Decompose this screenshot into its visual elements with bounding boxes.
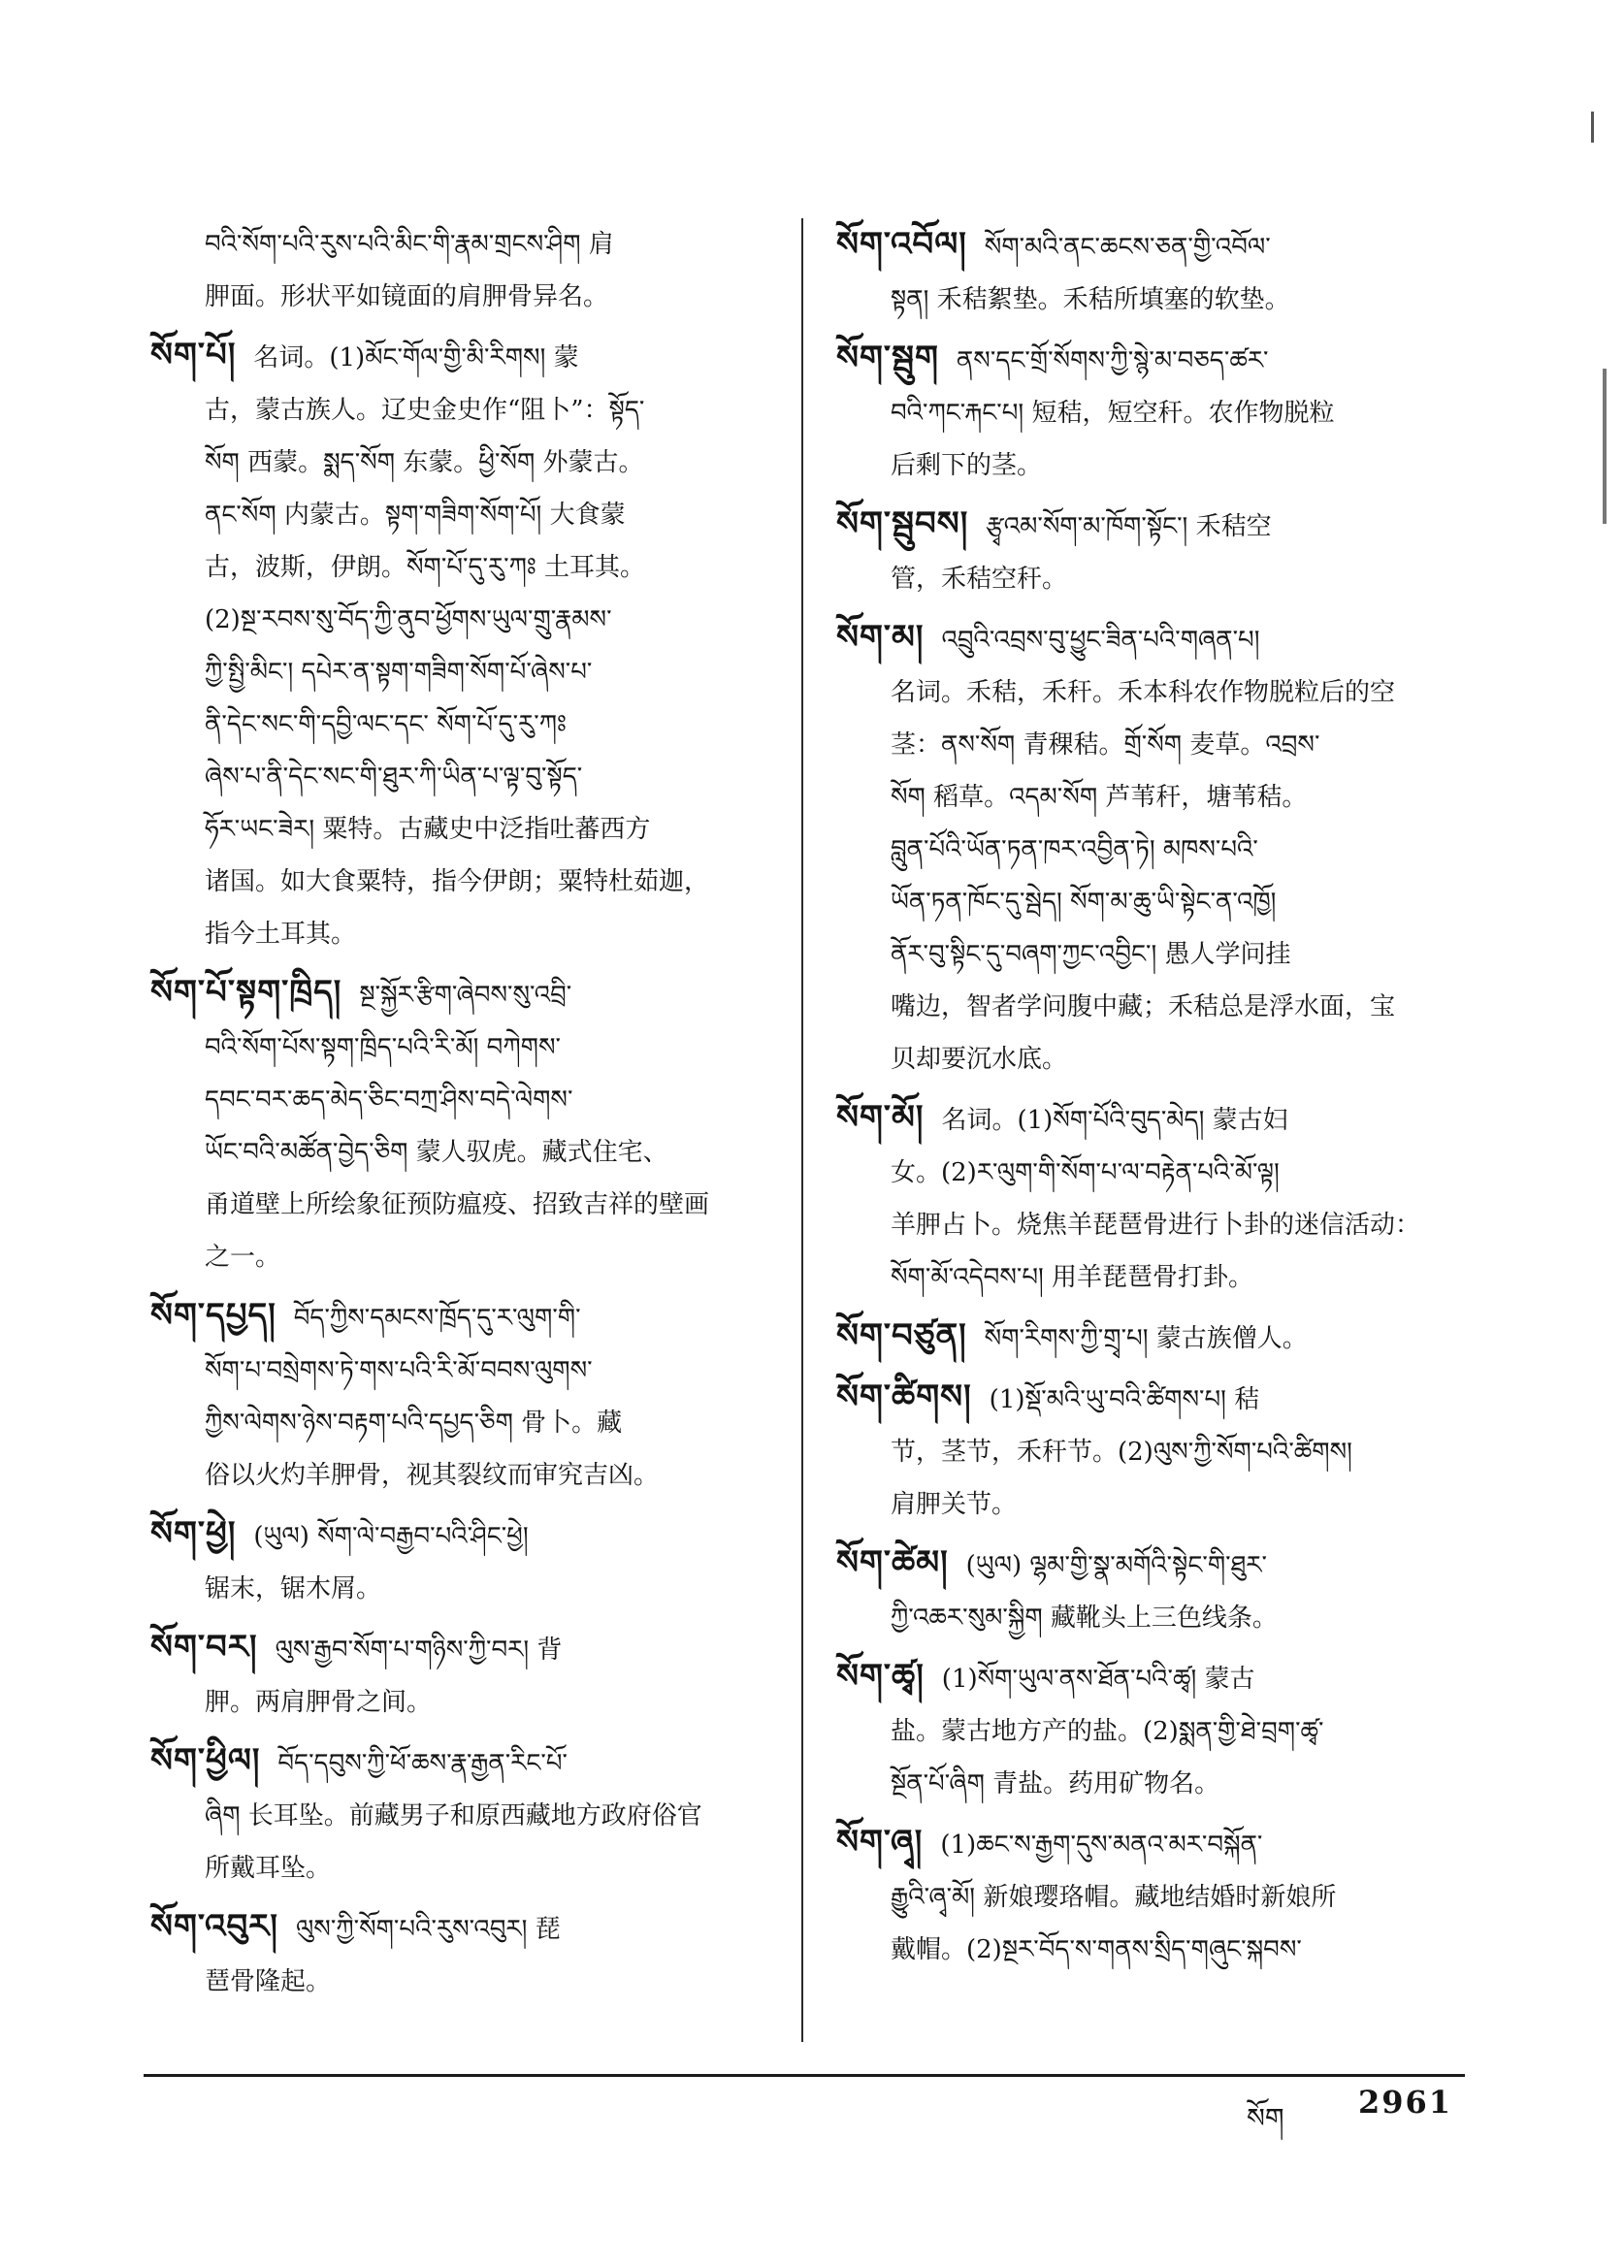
edge-mark [1591,112,1594,143]
entry-text: 节，茎节，禾秆节。(2)ལུས་ཀྱི་སོག་པའི་ཚིགས། [891,1438,1352,1467]
entry-line [836,1033,1462,1085]
entry-text: དབང་བར་ཆད་མེད་ཅིང་བཀྲ་ཤིས་བདེ་ལེགས་ [205,1085,573,1115]
entry-line [836,1426,1462,1478]
entry-first-line [836,332,1462,387]
entry-text: 女。(2)ར་ལུག་གི་སོག་པ་ལ་བརྟེན་པའི་མོ་ལྟ། [891,1158,1280,1187]
bottom-rule [144,2074,1465,2077]
dictionary-entry [836,1537,1462,1644]
entry-text: (1)ཆང་ས་རྒྱག་དུས་མནའ་མར་བསྐོན་ [940,1831,1263,1860]
entry-text: (1)སྡོ་མའི་ཡུ་བའི་ཚིགས་པ། 秸 [989,1385,1260,1414]
entry-line [150,1676,783,1729]
entry-text: ནོར་བུ་སྟིང་དུ་བཞག་ཀྱང་འབྱིང་། 愚人学问挂 [891,940,1291,969]
entry-first-line [150,1621,783,1676]
entry-line [836,928,1462,981]
entry-line [150,541,783,594]
entry-text: ཧོར་ཡང་ཟེར། 粟特。古藏史中泛指吐蕃西方 [205,815,651,844]
entry-line [150,803,783,856]
entry-line [150,1563,783,1615]
entry-line [150,1397,783,1449]
entry-line [836,439,1462,492]
entry-first-line [150,329,783,384]
entry-text: 嘴边，智者学问腹中藏；禾秸总是浮水面，宝 [891,992,1396,1021]
entry-text: 琶骨隆起。 [205,1967,332,1996]
entry-text: (ཡུལ) སོག་ལེ་བརྒྱབ་པའི་ཤིང་ཕྱེ། [253,1522,529,1551]
entry-line [836,981,1462,1033]
entry-text: སོག 稻草。འདམ་སོག 芦苇秆，塘苇秸。 [891,783,1308,812]
entry-line [836,1478,1462,1531]
entry-text: སྟན། 禾秸絮垫。禾秸所填塞的软垫。 [891,285,1290,314]
entry-first-line [836,218,1462,274]
entry-line [150,751,783,803]
entry-text: ཀྱི་སྤྱི་མིང་། དཔེར་ན་སྟག་གཟིག་སོག་པོ་ཞེས་པ་ [205,658,593,687]
entry-headword: སོག་ཚྭ། [836,1657,925,1696]
entry-line [836,666,1462,719]
entry-text: 古，蒙古族人。辽史金史作“阻卜”：སྟོད་ [205,396,645,425]
dictionary-entry [836,1371,1462,1531]
entry-first-line [836,1537,1462,1592]
entry-headword: སོག་པོ་སྟག་ཁྲིད། [150,973,342,1012]
entry-text: ཡོང་བའི་མཚོན་བྱེད་ཅིག 蒙人驭虎。藏式住宅、 [205,1138,668,1167]
edge-mark [1603,369,1607,524]
entry-first-line [836,1371,1462,1426]
entry-line [836,1871,1462,1924]
entry-text: 之一。 [205,1243,281,1272]
dictionary-entry [150,1734,783,1895]
entry-line [150,1345,783,1397]
entry-text: 俗以火灼羊胛骨，视其裂纹而审究吉凶。 [205,1461,660,1490]
entry-text: 所戴耳坠。 [205,1854,332,1883]
entry-text: རྩྭའམ་སོག་མ་ཁོག་སྟོང་། 禾秸空 [986,512,1272,541]
entry-text: 后剩下的茎。 [891,451,1043,480]
dictionary-entry [836,498,1462,605]
entry-text: ཡོན་ཏན་ཁོང་དུ་སྦེད། སོག་མ་ཆུ་ཡི་སྟེང་ན་འཁྱོ། [891,888,1277,917]
dictionary-entry [836,332,1462,492]
entry-text: བླུན་པོའི་ཡོན་ཏན་ཁར་འབྱིན་ཏེ། མཁས་པའི་ [891,835,1258,864]
dictionary-entry [836,1816,1462,1976]
dictionary-entry [150,1900,783,2008]
entry-text: ནང་སོག 内蒙古。སྟག་གཟིག་སོག་པོ། 大食蒙 [205,501,626,530]
entry-first-line [150,1507,783,1563]
entry-text: སྔོན་པོ་ཞིག 青盐。药用矿物名。 [891,1769,1220,1798]
entry-text: 管，禾秸空秆。 [891,565,1068,594]
entry-line [150,1956,783,2008]
dictionary-entry [836,1310,1462,1365]
entry-headword: སོག་དཔྱད། [150,1296,276,1335]
entry-text: 羊胛占卜。烧焦羊琵琶骨进行卜卦的迷信活动： [891,1211,1421,1240]
entry-headword: སོག་བར། [150,1628,258,1667]
entry-text: 名词。(1)སོག་པོའི་བུད་མེད། 蒙古妇 [941,1106,1288,1135]
entry-text: 指今土耳其。 [205,920,357,949]
entry-text: 诸国。如大食粟特，指今伊朗；粟特杜茹迦， [205,867,710,896]
page-number: 2961 [1358,2084,1453,2121]
dictionary-entry [150,1289,783,1502]
entry-text: 戴帽。(2)སྔར་བོད་ས་གནས་སྲིད་གཞུང་སྐབས་ [891,1935,1302,1964]
entry-text: ནི་དེང་སང་གི་དབྱི་ལང་དང་ སོག་པོ་དུ་རུ་ཀཿ [205,710,567,739]
entry-line [150,1126,783,1179]
entry-text: 贝却要沉水底。 [891,1045,1068,1074]
entry-line [836,824,1462,876]
entry-first-line [836,611,1462,666]
entry-line [150,437,783,489]
entry-first-line [836,1091,1462,1147]
entry-text: རྒྱུའི་ཞྭ་མོ། 新娘璎珞帽。藏地结婚时新娘所 [891,1883,1337,1912]
dictionary-entry [150,966,783,1283]
dictionary-entry [836,611,1462,1085]
entry-text: 甬道壁上所绘象征预防瘟疫、招致吉祥的壁画 [205,1190,710,1219]
entry-first-line [836,1650,1462,1705]
dictionary-entry [836,1650,1462,1810]
right-column [836,218,1462,1982]
entry-headword: སོག་ཕྱེ། [150,1514,237,1553]
entry-line [150,594,783,646]
entry-headword: སོག་ཚེམ། [836,1543,949,1582]
entry-text: 胛面。形状平如镜面的肩胛骨异名。 [205,282,609,311]
entry-line [836,553,1462,605]
entry-text: ལུས་རྒྱབ་སོག་པ་གཉིས་ཀྱི་བར། 背 [275,1636,563,1665]
entry-line [836,1592,1462,1644]
entry-line [836,876,1462,928]
entry-text: 古，波斯，伊朗。སོག་པོ་དུ་རུ་ཀཿ 土耳其。 [205,553,646,582]
dictionary-entry [150,1621,783,1729]
entry-text: ཀྱི་འཆར་སུམ་སྐྱིག 藏靴头上三色线条。 [891,1604,1278,1633]
entry-line [150,908,783,960]
entry-text: སྔ་སྐྱོར་རྩིག་ཞེབས་སུ་འབྲི་ [359,981,572,1010]
entry-line [150,271,783,323]
entry-first-line [836,1310,1462,1365]
entry-first-line [150,1900,783,1956]
entry-line [150,646,783,698]
entry-headword: སོག་ཕྱིལ། [150,1741,261,1780]
dictionary-entry [150,218,783,323]
entry-line [150,1074,783,1126]
dictionary-entry [150,1507,783,1615]
entry-line [836,1251,1462,1304]
dictionary-entry [150,329,783,960]
entry-text: བའི་སོག་པོས་སྟག་ཁྲིད་པའི་རི་མོ། བཀེགས་ [205,1033,561,1062]
entry-line [150,1231,783,1283]
entry-text: བོད་ཀྱིས་དམངས་ཁྲོད་དུ་ར་ལུག་གི་ [293,1304,581,1333]
entry-text: (ཡུལ) ལྷམ་གྱི་སྣ་མགོའི་སྟེང་གི་ཐུར་ [965,1551,1267,1580]
entry-headword: སོག་ཚིགས། [836,1377,972,1416]
entry-headword: སོག་སྦུག [836,339,939,377]
column-divider [801,218,803,2042]
entry-first-line [150,1289,783,1345]
entry-text: 茎：ནས་སོག 青稞秸。གྲོ་སོག 麦草。འབྲས་ [891,730,1320,760]
entry-headword: སོག་སྦུབས། [836,504,969,543]
entry-first-line [836,498,1462,553]
entry-headword: སོག་འབོལ། [836,225,967,264]
entry-text: སོག 西蒙。སྨད་སོག 东蒙。ཕྱི་སོག 外蒙古。 [205,448,644,477]
entry-text: བོད་དབུས་ཀྱི་ཕོ་ཆས་རྣ་རྒྱན་རིང་པོ་ [277,1749,568,1778]
entry-text: བའི་སོག་པའི་རུས་པའི་མིང་གི་རྣམ་གྲངས་ཤིག 肩 [205,230,614,259]
left-column [150,218,783,2014]
entry-line [836,1758,1462,1810]
entry-headword: སོག་བཙུན། [836,1316,967,1355]
entry-text: (2)སྔ་རབས་སུ་བོད་ཀྱི་ནུབ་ཕྱོགས་ཡུལ་གྲུ་རྣམས་ [205,605,612,634]
entry-line [836,274,1462,326]
entry-text: 名词。禾秸，禾秆。禾本科农作物脱粒后的空 [891,678,1396,707]
entry-text: 胛。两肩胛骨之间。 [205,1688,433,1717]
entry-text: ཞེས་པ་ནི་དེང་སང་གི་ཐུར་ཀི་ཡིན་པ་ལྟ་བུ་སྟོད་ [205,762,583,792]
entry-text: སོག་མའི་ནང་ཆངས་ཅན་གྱི་འབོལ་ [984,233,1271,262]
entry-line [836,1705,1462,1758]
entry-text: ལུས་ཀྱི་སོག་པའི་རུས་འབུར། 琵 [295,1915,561,1944]
entry-text: 名词。(1)མོང་གོལ་གྱི་མི་རིགས། 蒙 [253,343,579,373]
entry-text: སོག་རིགས་ཀྱི་གྲྭ་པ། 蒙古族僧人。 [984,1324,1308,1353]
entry-first-line [150,1734,783,1790]
entry-line [150,384,783,437]
running-head-syllable: སོག [1247,2102,1284,2134]
entry-text: ཀྱིས་ལེགས་ཉེས་བརྟག་པའི་དཔྱད་ཅིག 骨卜。藏 [205,1409,623,1438]
entry-line [150,489,783,541]
entry-headword: སོག་མོ། [836,1098,925,1137]
entry-text: 肩胛关节。 [891,1490,1018,1519]
entry-text: (1)སོག་ཡུལ་ནས་ཐོན་པའི་ཚྭ། 蒙古 [941,1665,1255,1694]
entry-line [150,1842,783,1895]
entry-text: བའི་ཀང་རྐང་པ། 短秸，短空秆。农作物脱粒 [891,399,1335,428]
entry-first-line [150,966,783,1021]
entry-text: 锯末，锯木屑。 [205,1574,382,1604]
entry-line [150,698,783,751]
entry-line [150,1790,783,1842]
entry-headword: སོག་ཞྭ། [836,1823,924,1862]
entry-text: སོག་མོ་འདེབས་པ། 用羊琵琶骨打卦。 [891,1263,1254,1292]
dictionary-entry [836,218,1462,326]
entry-line [150,1449,783,1502]
entry-line [150,1179,783,1231]
entry-line [150,856,783,908]
entry-headword: སོག་མ། [836,618,925,657]
entry-line [150,1021,783,1074]
entry-line [836,1147,1462,1199]
entry-text: འབྲུའི་འབྲས་བུ་ཕྱུང་ཟིན་པའི་གཞན་པ། [941,626,1260,655]
entry-first-line [150,218,783,271]
entry-line [836,1924,1462,1976]
entry-first-line [836,1816,1462,1871]
entry-headword: སོག་པོ། [150,336,237,374]
entry-line [836,387,1462,439]
entry-line [836,771,1462,824]
entry-line [836,1199,1462,1251]
entry-text: 盐。蒙古地方产的盐。(2)སྨན་གྱི་ཐེ་བྲག་ཚྭ་ [891,1717,1324,1746]
entry-text: ནས་དང་གྲོ་སོགས་ཀྱི་སྙེ་མ་བཅད་ཚར་ [956,346,1269,375]
entry-text: ཞིག 长耳坠。前藏男子和原西藏地方政府俗官 [205,1801,702,1831]
entry-text: སོག་པ་བསྲེགས་ཏེ་གས་པའི་རི་མོ་བབས་ལུགས་ [205,1356,593,1385]
dictionary-entry [836,1091,1462,1304]
entry-headword: སོག་འབུར། [150,1907,278,1946]
entry-line [836,719,1462,771]
